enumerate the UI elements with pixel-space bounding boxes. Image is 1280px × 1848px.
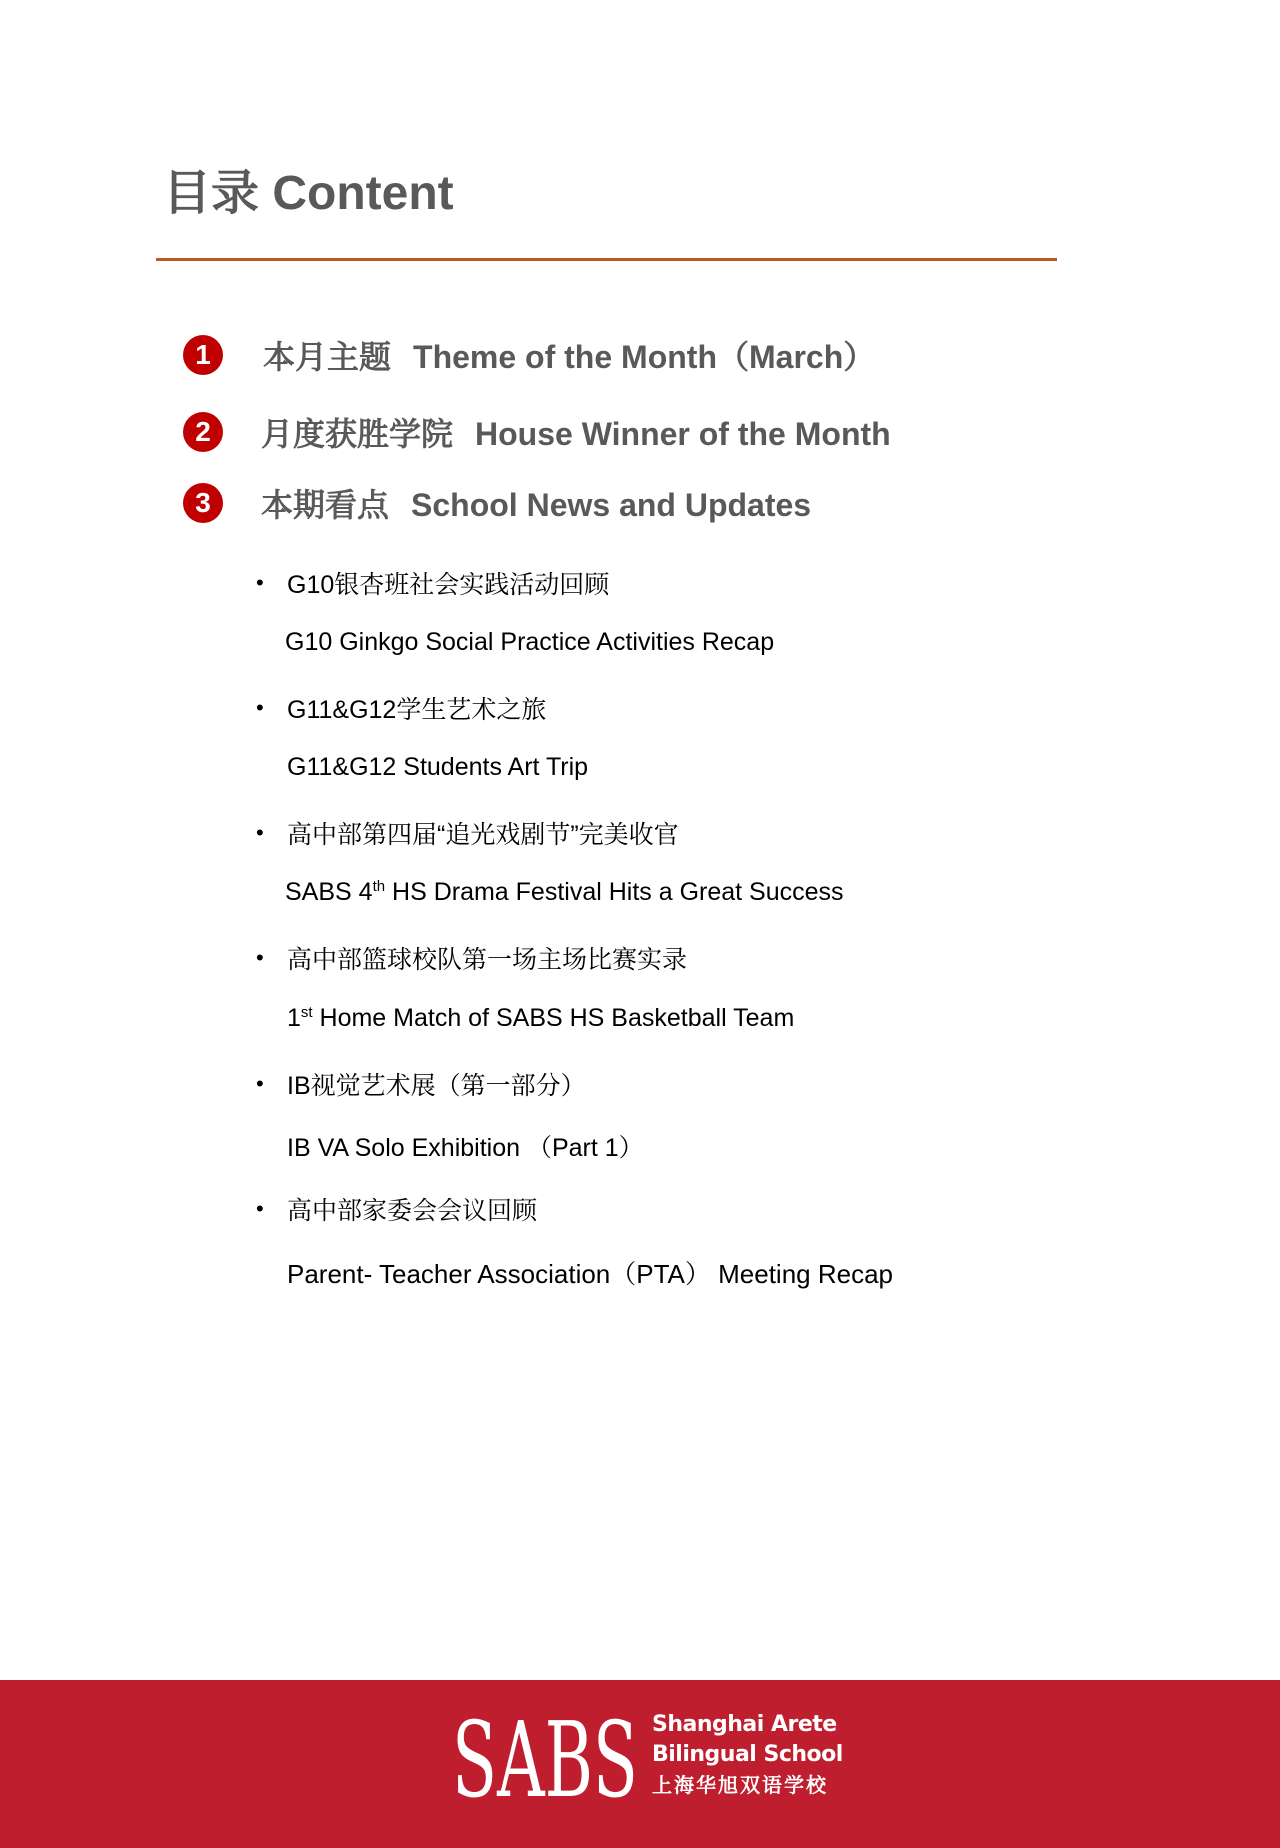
bullet-icon: • bbox=[256, 1071, 264, 1096]
news-item-en-part: HS Drama Festival Hits a Great Success bbox=[385, 878, 844, 906]
number-badge-1: 1 bbox=[183, 335, 223, 375]
news-item-title-en: Parent- Teacher Association（PTA） Meeting Recap bbox=[287, 1259, 893, 1289]
number-badge-3: 3 bbox=[183, 483, 223, 523]
section-item-house-winner bbox=[183, 410, 891, 454]
page-title: 目录 Content bbox=[163, 167, 454, 220]
news-item-cn bbox=[256, 1191, 537, 1227]
ordinal-suffix: th bbox=[372, 878, 386, 895]
title-divider bbox=[156, 258, 1057, 261]
ordinal-suffix: st bbox=[300, 1004, 313, 1021]
news-item-title-cn: 高中部家委会会议回顾 bbox=[287, 1197, 538, 1225]
school-name-block bbox=[652, 1710, 843, 1800]
number-badge-2: 2 bbox=[183, 412, 223, 452]
bullet-icon: • bbox=[256, 570, 264, 595]
news-item-title-en: IB VA Solo Exhibition （Part 1） bbox=[287, 1134, 644, 1162]
logo-text: SABS bbox=[452, 1710, 638, 1810]
section-heading-cn: 月度获胜学院 bbox=[261, 416, 454, 452]
news-item-cn bbox=[256, 690, 546, 726]
section-heading-cn: 本期看点 bbox=[261, 487, 390, 523]
news-item-en-part: SABS 4 bbox=[285, 878, 373, 906]
footer-band bbox=[0, 1680, 1280, 1848]
news-item-title-en bbox=[285, 878, 844, 907]
section-heading-cn: 本月主题 bbox=[263, 339, 392, 375]
school-name-cn: 上海华旭双语学校 bbox=[652, 1773, 828, 1797]
news-item-cn bbox=[256, 815, 679, 851]
bullet-icon: • bbox=[256, 820, 264, 845]
news-item-title-cn: 高中部第四届“追光戏剧节”完美收官 bbox=[287, 821, 679, 849]
news-item-en-part: 1 bbox=[287, 1004, 301, 1032]
section-heading bbox=[263, 332, 875, 378]
section-heading-en: School News and Updates bbox=[411, 487, 812, 523]
news-item-title-en: G11&G12 Students Art Trip bbox=[287, 753, 589, 781]
school-name-en-line2: Bilingual School bbox=[652, 1742, 843, 1767]
section-heading-en: House Winner of the Month bbox=[475, 416, 891, 452]
news-item-title-cn: IB视觉艺术展（第一部分） bbox=[287, 1072, 586, 1100]
news-item-title-en bbox=[287, 1004, 794, 1033]
news-item-title-cn: 高中部篮球校队第一场主场比赛实录 bbox=[287, 946, 688, 974]
news-item-en-part: Home Match of SABS HS Basketball Team bbox=[312, 1004, 795, 1032]
sabs-logo bbox=[452, 1710, 642, 1810]
section-heading-en: Theme of the Month（March） bbox=[413, 339, 876, 375]
bullet-icon: • bbox=[256, 1196, 264, 1221]
news-item-cn bbox=[256, 940, 687, 976]
bullet-icon: • bbox=[256, 945, 264, 970]
section-heading bbox=[261, 409, 891, 455]
news-item-cn bbox=[256, 565, 609, 601]
section-heading bbox=[261, 480, 811, 526]
section-item-theme bbox=[183, 333, 875, 377]
bullet-icon: • bbox=[256, 695, 264, 720]
news-item-title-cn: G11&G12学生艺术之旅 bbox=[287, 696, 547, 724]
school-name-en-line1: Shanghai Arete bbox=[652, 1712, 837, 1737]
news-item-title-cn: G10银杏班社会实践活动回顾 bbox=[287, 571, 610, 599]
news-item-cn bbox=[256, 1066, 586, 1102]
section-item-school-news bbox=[183, 481, 811, 525]
news-item-title-en: G10 Ginkgo Social Practice Activities Recap bbox=[285, 628, 775, 656]
